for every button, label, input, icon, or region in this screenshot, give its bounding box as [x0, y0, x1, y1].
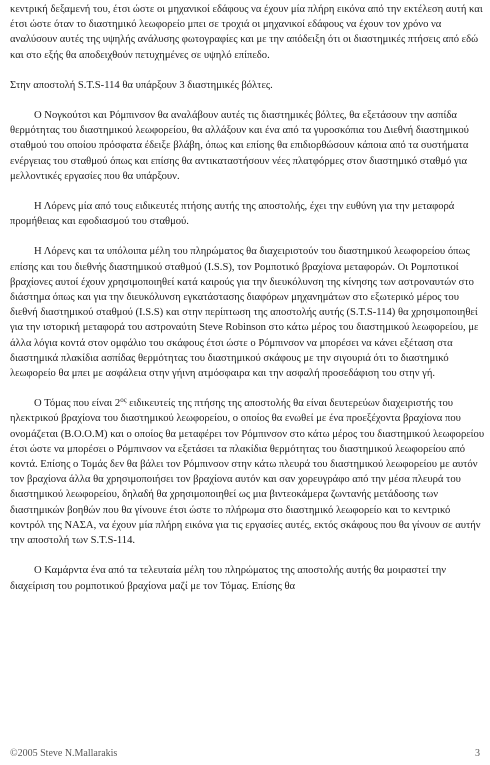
paragraph-4: Η Λόρενς μία από τους ειδικευτές πτήσης αυτής της αποστολής, έχει την ευθύνη για την μεταφορά προμήθειας και εφοδιασμού του σταθμού. [10, 201, 455, 228]
paragraph-1: κεντρική δεξαμενή του, έτσι ώστε οι μηχανικοί εδάφους να έχουν μία πλήρη εικόνα από την εκτέλεση αυτή και έτσι ώστε όταν το διαστημικό λεωφορείο μπει σε τροχιά οι μηχανικοί εδάφους να έχουν τον χρόνο να αναλύσουν αυτές της υψηλής ανάλυσης φωτογραφίες και με την απόδειξη ότι οι διαστημικές πτήσεις από εδώ και στο εξής θα αποδειχθούν πετυχημένες σε υψηλό επίπεδο. [10, 4, 483, 61]
page-footer [10, 748, 480, 759]
ordinal-superscript: ος [120, 396, 127, 405]
copyright-notice: ©2005 Steve N.Mallarakis [10, 748, 118, 759]
paragraph-6 [10, 396, 485, 548]
document-page [10, 2, 485, 594]
paragraph-6-rest: ειδικευτείς της πτήσης της αποστολής θα είναι δευτερεύων διαχειριστής του ηλεκτρικού βραχίονα του διαστημικού λεωφορείου, ο οποίος θα ενωθεί με ένα προεξέχοντα βραχίονα που ονομάζεται (B.O.O.M) και ο οποίος θα μεταφέρει τον Ρόμπινσον στο κάτω μέρος του διαστημικού λεωφορείου έτσι ώστε να μπορέσει ο Ρόμπινσον να εξετάσει τα πλακίδια θερμότητας του διαστημικού λεωφορείου από κοντά. Επίσης ο Τομάς δεν θα βάλει τον Ρόμπινσον στην κάτω πλευρά του διαστημικού λεωφορείου με αυτόν τον βραχίονα άλλα θα χρησιμοποιήσει τον βραχίονα αυτόν και σαν χορευγράφο από την μέσα πλευρά του διαστημικού λεωφορείου, δηλαδή θα χρησιμοποιηθεί ως μια βιντεοκάμερα ζωντανής μετάδοσης των διαστημικών βοηθών που θα γίνουνε έτσι ώστε το πλήρωμα στο διαστημικό λεωφορείο και το κεντρικό κοντρόλ της ΝΑΣΑ, να έχουν μία πλήρη εικόνα για τις εργασίες αυτές, εκτός σκάφους που θα γίνουν σε αυτήν την αποστολή των S.T.S-114. [10, 398, 485, 547]
paragraph-7: Ο Καμάρντα ένα από τα τελευταία μέλη του πληρώματος της αποστολής αυτής θα μοιραστεί την διαχείριση του ρομποτικού βραχίονα μαζί με τον Τόμας. Επίσης θα [10, 565, 447, 592]
paragraph-3: Ο Νογκούτσι και Ρόμπινσον θα αναλάβουν αυτές τις διαστημικές βόλτες, θα εξετάσουν την ασπίδα θερμότητας του διαστημικού λεωφορείου, θα αλλάξουν και ένα από τα γυροσκόπια του Διεθνή διαστημικού σταθμού του οποίου πρόσφατα έδειξε βλάβη, όπως και επίσης θα επιδιορθώσουν κάποια από τα συστήματα ενέργειας του σταθμού όπως και επίσης θα αντικαταστήσουν νέες πλατφόρμες στον διαστημικό σταθμό για μελλοντικές εργασίες που θα υπάρξουν. [10, 110, 469, 182]
paragraph-5: Η Λόρενς και τα υπόλοιπα μέλη του πληρώματος θα διαχειριστούν του διαστημικού λεωφορείου όπως επίσης και του διεθνής διαστημικού σταθμού (I.S.S), τον Ρομποτικό βραχίονα μεταφορών. Οι Ρομποτικοί βραχίονες αυτοί έχουν χρησιμοποιηθεί κατά καιρούς για την διευκόλυνση της κίνησης των αστροναυτών στο διάστημα όπως και για την διευκόλυνση εγκατάστασης διαφόρων μηχανημάτων στο εξωτερικό μέρος του διεθνή διαστημικού σταθμού (I.S.S) και στην περίπτωση της αποστολής αυτής (S.T.S-114) θα χρησιμοποιηθεί για την ιστορική μεταφορά του αστροναύτη Steve Robinson στο κάτω μέρος του διαστημικού λεωφορείου, με άλλα λόγια κοντά στον ομφάλιο του σκάφους έτσι ώστε ο Ρόμπινσον να μπορέσει να κάνει εξέταση στα διαστημικά πλακίδια ασπίδας θερμότητας του διαστημικού σκάφους με την σιγουριά ότι το διαστημικό λεωφορείο θα μπει με ασφάλεια στην γήινη ατμόσφαιρα και την ασφαλή προσεδάφιση του στην γή. [10, 246, 479, 380]
paragraph-6-start: Ο Τόμας που είναι 2 [34, 398, 121, 410]
paragraph-2: Στην αποστολή S.T.S-114 θα υπάρξουν 3 διαστημικές βόλτες. [10, 79, 273, 91]
page-number: 3 [475, 748, 480, 759]
